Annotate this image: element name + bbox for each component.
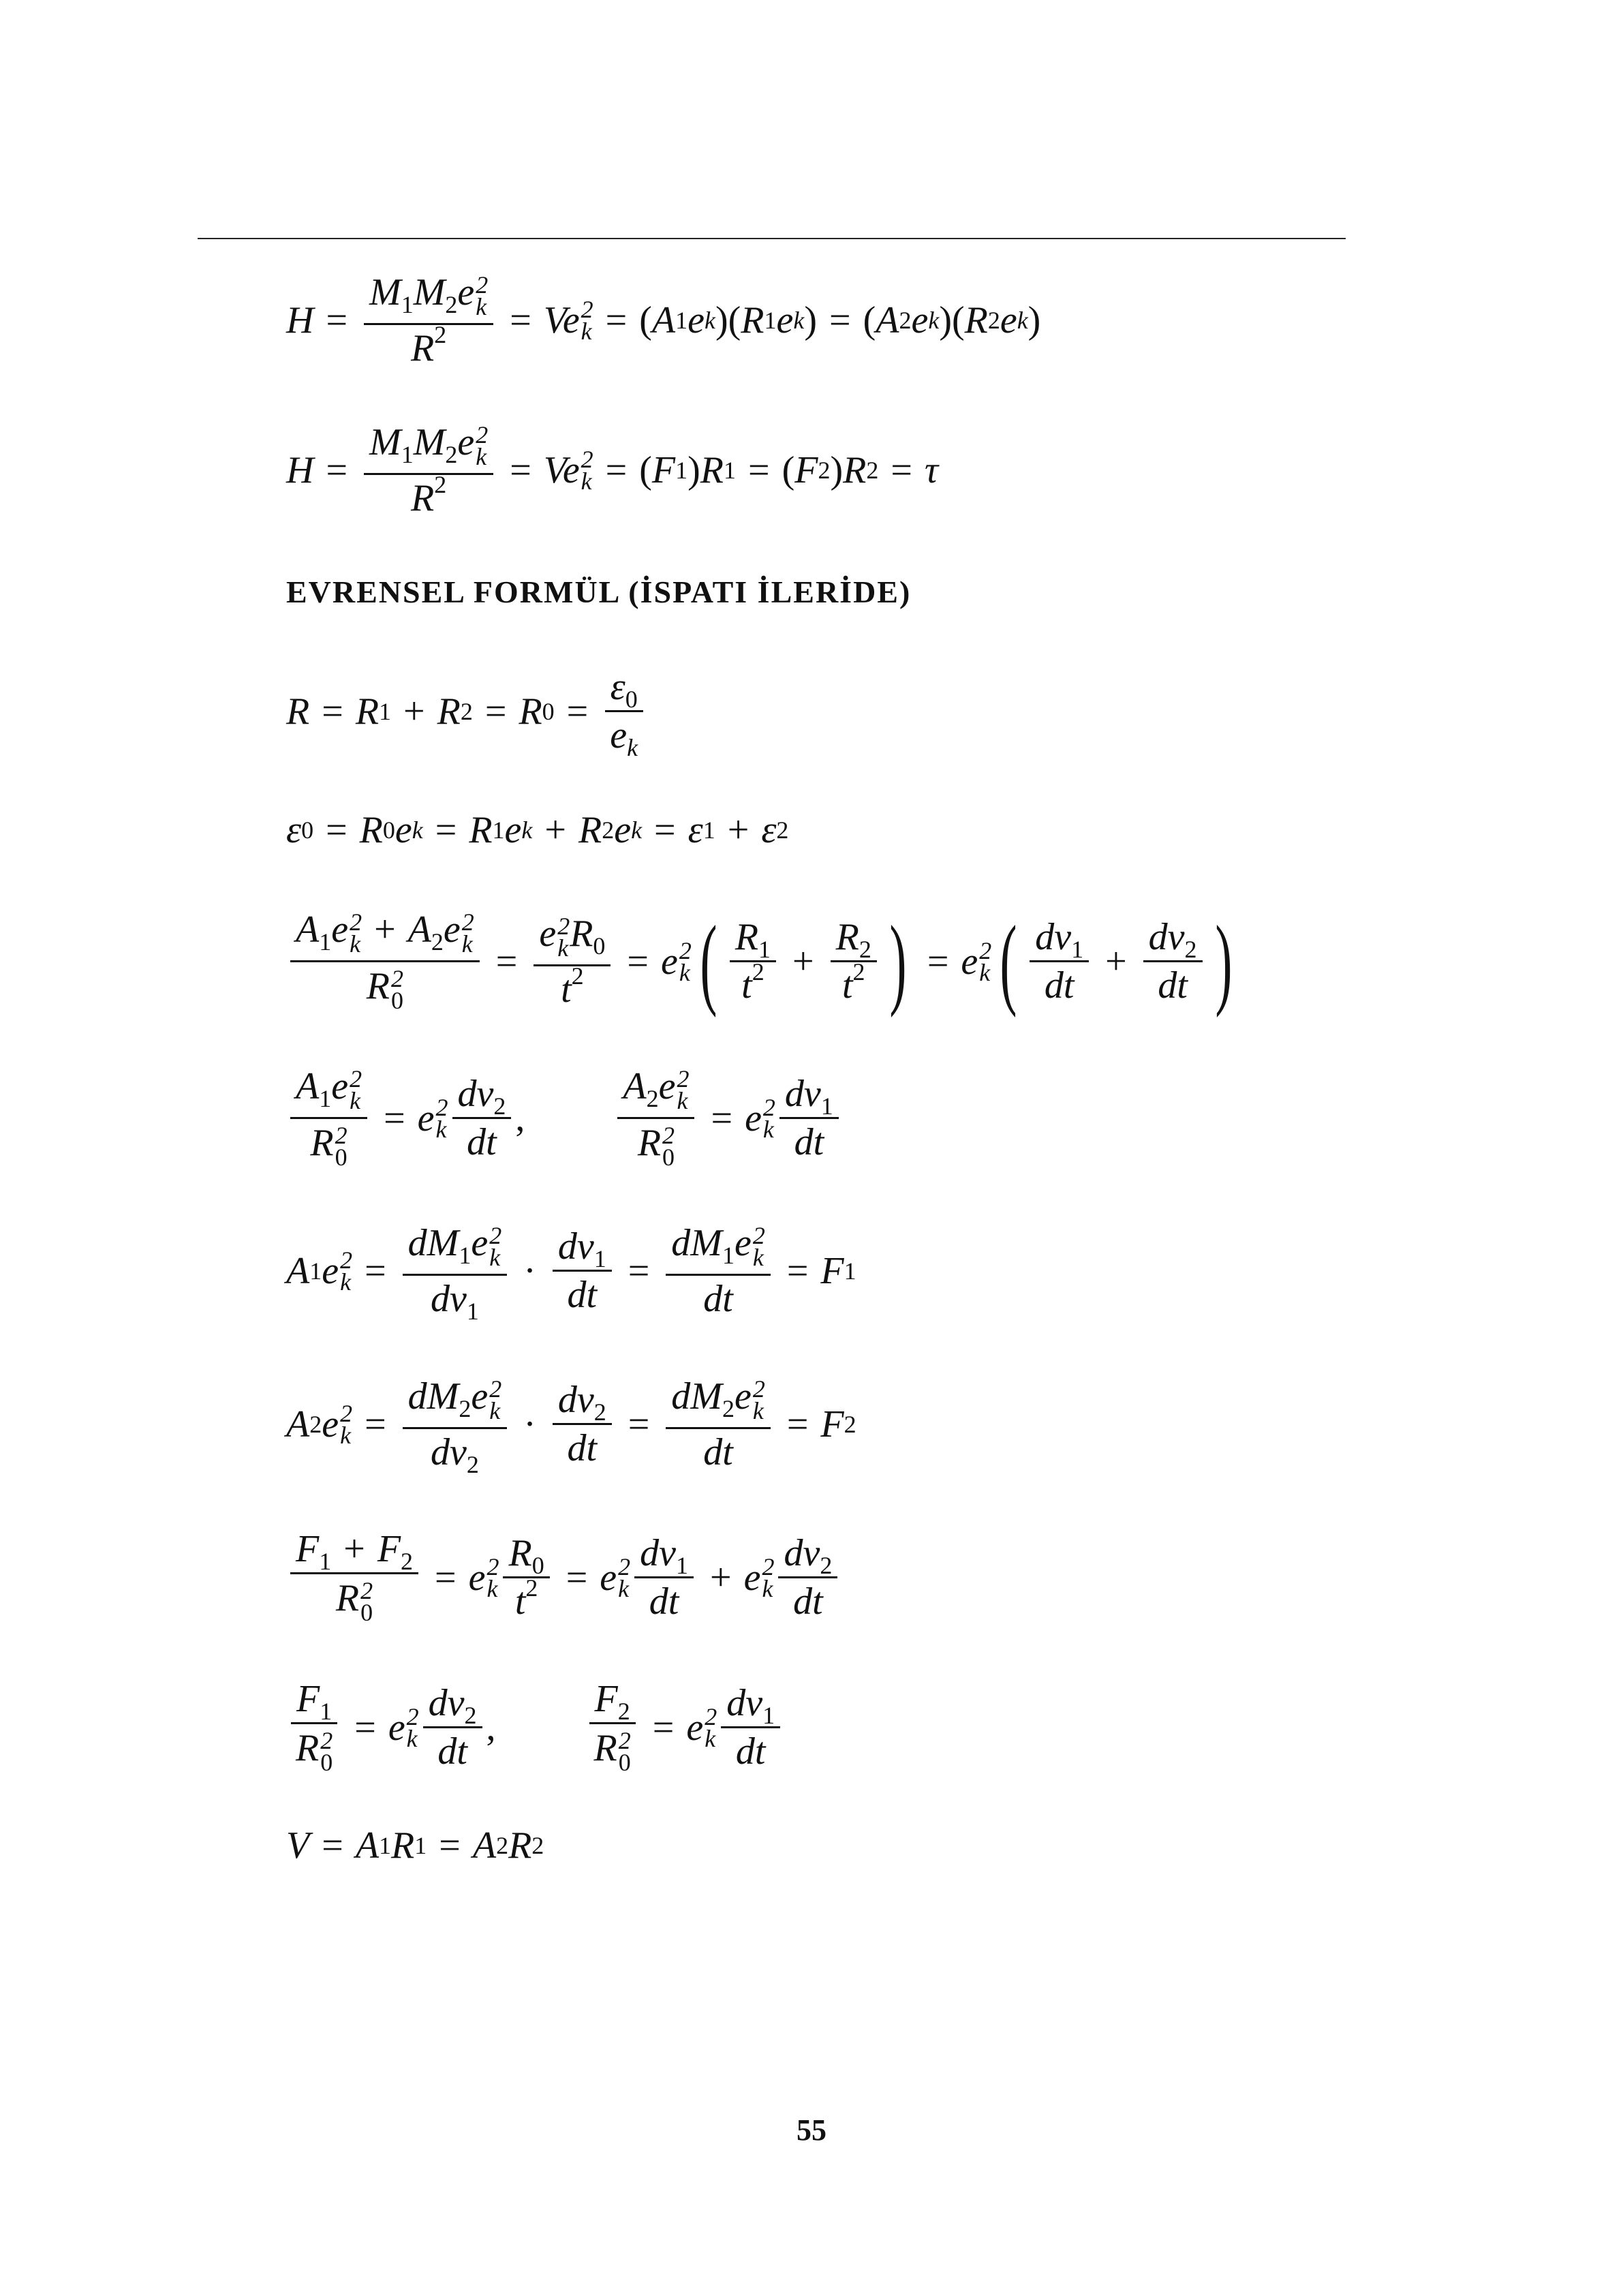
equation-9: $F_1 + F_2$ R 2 0 = e 2 k $\frac{R_0}{t^2}$ = e 2 k $\frac{dv_1}{dt}$ + e 2 k $\frac{dv_2}{dt}$ <box>286 1530 841 1625</box>
equation-4: ε 0 = R 0 e k = R 1 e k + R 2 e k = ε 1 + ε 2 <box>286 809 789 851</box>
equation-5: $A_1e$ 2 k + $A_2e$ 2 k R 2 0 = e 2 k $R_0$ $t^2$ = e 2 k ( $\frac{R_1}{t^2}$ + $\frac{R_2}{t^2}$ ) = e 2 k ( $\frac{dv_1}{dt}$ + $\frac{dv_2}{dt}$ ) <box>286 910 1240 1013</box>
equation-1: H = $M_1M_2e$ 2 k $R^2$ = Ve 2 k = ( A 1 e k )( R 1 e k ) = ( A 2 e k )( R 2 e k ) <box>286 271 1041 369</box>
equation-2: H = $M_1M_2e$ 2 k $R^2$ = Ve 2 k = ( F 1 ) R 1 = ( F 2 ) R 2 = τ <box>286 420 938 519</box>
top-rule <box>198 238 1346 239</box>
page-number: 55 <box>797 2113 826 2147</box>
section-heading: EVRENSEL FORMÜL (İSPATI İLERİDE) <box>286 575 912 609</box>
equation-11: V = A 1 R 1 = A 2 R 2 <box>286 1824 544 1867</box>
equation-10: $F_1$ R 2 0 = e 2 k $\frac{dv_2}{dt}$ , $F_2$ R 2 0 = e 2 k $\frac{dv_1}{dt}$ <box>286 1680 784 1775</box>
equation-3: R = R 1 + R 2 = R 0 = $\frac{\varepsilon_0}{e_k}$ <box>286 668 647 754</box>
equation-6: $A_1e$ 2 k R 2 0 = e 2 k $\frac{dv_2}{dt}$ , $A_2e$ 2 k R 2 0 = e 2 k $\frac{dv_1}{dt}$ <box>286 1067 843 1169</box>
equation-8: A 2 e 2 k = $dM_2e$ 2 k $dv_2$ · $\frac{dv_2}{dt}$ = $dM_2e$ 2 k dt = F 2 <box>286 1375 856 1479</box>
equation-7: A 1 e 2 k = $dM_1e$ 2 k $dv_1$ · $\frac{dv_1}{dt}$ = $dM_1e$ 2 k dt = F 1 <box>286 1221 856 1326</box>
